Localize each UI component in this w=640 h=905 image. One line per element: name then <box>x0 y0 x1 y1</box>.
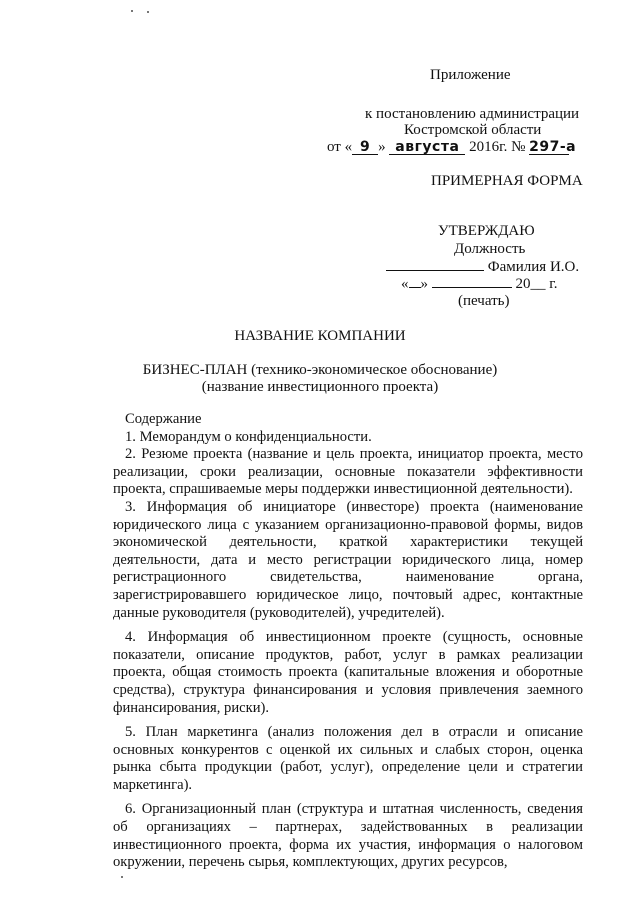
annex-date-line <box>327 138 577 156</box>
date-day: 9 <box>352 140 378 155</box>
company-name: НАЗВАНИЕ КОМПАНИИ <box>234 328 406 344</box>
scan-speck <box>147 11 149 13</box>
contents-heading: Содержание <box>125 411 202 427</box>
signature-blank <box>386 270 484 271</box>
approval-position: Должность <box>454 241 526 257</box>
date-prefix: от « <box>327 139 353 155</box>
scan-speck <box>131 10 133 12</box>
approval-seal: (печать) <box>458 293 510 309</box>
form-label: ПРИМЕРНАЯ ФОРМА <box>431 173 583 189</box>
date-month: августа <box>389 140 465 155</box>
annex-line-1: к постановлению администрации <box>365 106 580 122</box>
contents-item-5: 5. План маркетинга (анализ положения дел в отрасли и описание основных конкурентов с оценкой их сильных и слабых сторон, оценка рынка сбыта продукции (работ, услуг), определение цели и стратегии маркетинга). <box>113 724 583 793</box>
approval-signature-line <box>386 258 579 276</box>
contents-item-6: 6. Организационный план (структура и штатная численность, сведения об организациях – партнерах, задействованных в реализации инвестиционного проекта, форма их участия, информация о налоговом окружении, перечень сырья, комплектующих, других ресурсов, <box>113 801 583 871</box>
date-number: 297-а <box>529 139 577 155</box>
approval-date-year: 20__ г. <box>515 276 558 292</box>
approval-signature: Фамилия И.О. <box>487 259 580 275</box>
scan-speck <box>121 876 123 878</box>
approval-title: УТВЕРЖДАЮ <box>438 223 535 239</box>
annex-title: Приложение <box>430 67 511 83</box>
annex-line-2: Костромской области <box>404 122 542 138</box>
contents-item-3: 3. Информация об инициаторе (инвесторе) проекта (наименование юридического лица с указанием организационно-правовой формы, видов экономической деятельности, краткой характеристики текущей деятельности, дата и место регистрации юридического лица, номер регистрационного свидетельства, наименование органа, зарегистрировавшего юридическое лицо, почтовый адрес, контактные данные руководителя (руководителей), учредителей). <box>113 498 583 621</box>
date-year: 2016г. № <box>469 139 526 155</box>
plan-subtitle: (название инвестиционного проекта) <box>201 379 439 395</box>
approval-date-close: » <box>420 276 428 292</box>
contents-item-2: 2. Резюме проекта (название и цель проекта, инициатор проекта, место реализации, сроки реализации, основные показатели эффективности проекта, спрашиваемые меры поддержки инвестиционной деятельности). <box>113 446 583 498</box>
plan-title: БИЗНЕС-ПЛАН (технико-экономическое обоснование) <box>142 362 498 378</box>
approval-date-open: « <box>401 276 409 292</box>
date-mid: » <box>378 139 386 155</box>
approval-day-blank <box>409 287 421 288</box>
contents-item-4: 4. Информация об инвестиционном проекте (сущность, основные показатели, описание продуктов, работ, услуг в рамках реализации проекта, общая стоимость проекта (капитальные вложения и оборотные средства), структура финансирования и условия привлечения заемного финансирования, риски). <box>113 629 583 716</box>
approval-date-line <box>401 275 557 293</box>
contents-section <box>113 411 583 872</box>
approval-month-blank <box>432 287 512 288</box>
contents-item-1: 1. Меморандум о конфиденциальности. <box>125 428 372 445</box>
